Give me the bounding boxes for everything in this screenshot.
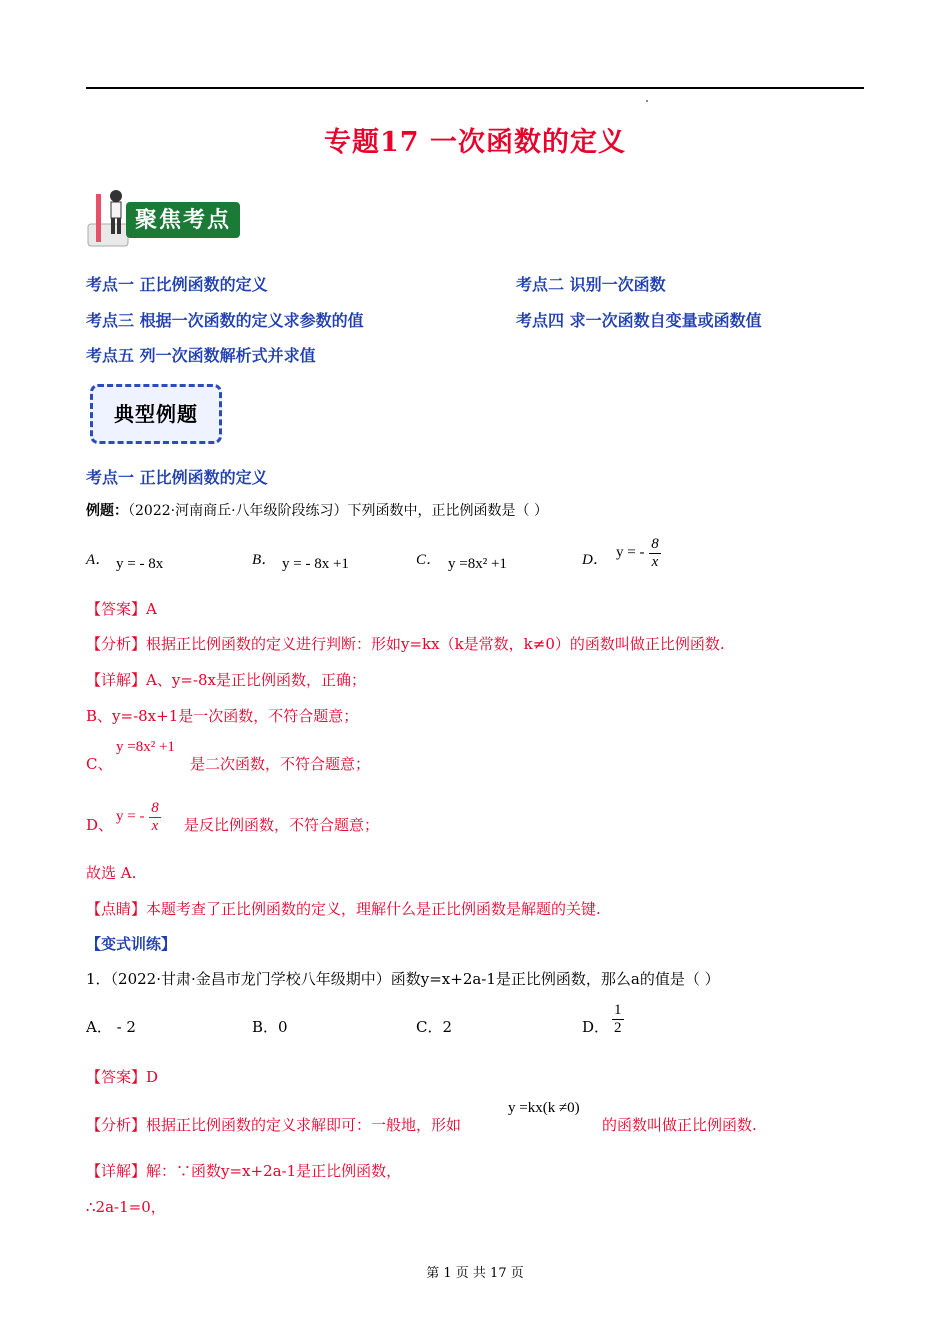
option-c-expr: y =8x² +1 [448, 556, 507, 572]
option-b-expr: y = - 8x +1 [282, 556, 349, 572]
variant-option-a: A． - 2 [86, 1018, 136, 1036]
comment: 【点睛】本题考查了正比例函数的定义，理解什么是正比例函数是解题的关键. [86, 900, 601, 918]
header-rule [86, 87, 864, 89]
variant-option-b: B．0 [252, 1018, 288, 1036]
page-footer: 第 1 页 共 17 页 [426, 1266, 524, 1281]
point-2: 考点二 识别一次函数 [516, 275, 666, 294]
choose-answer: 故选 A. [86, 864, 137, 882]
variant-analysis-prefix: 【分析】根据正比例函数的定义求解即可：一般地，形如 [86, 1116, 462, 1134]
detail-d-prefix: D、 [86, 816, 114, 834]
page-title: 专题17 一次函数的定义 [324, 127, 626, 158]
variant-option-d-frac: $\frac{1}{2}$ [614, 1002, 622, 1036]
variant-answer: 【答案】D [86, 1068, 159, 1086]
point-3: 考点三 根据一次函数的定义求参数的值 [86, 311, 364, 330]
variant-analysis-expr: y =kx(k ≠0) [508, 1100, 580, 1116]
answer: 【答案】A [86, 600, 157, 618]
option-c: C． [416, 552, 442, 568]
variant-option-d: D． [582, 1018, 610, 1036]
detail-d-text: 是反比例函数，不符合题意； [184, 816, 380, 834]
analysis: 【分析】根据正比例函数的定义进行判断：形如y=kx（k是常数，k≠0）的函数叫做正比例函数. [86, 635, 725, 653]
variant-question-1: 1．（2022·甘肃·金昌市龙门学校八年级期中）函数y=x+2a-1是正比例函数，那么a的值是（ ） [86, 970, 720, 988]
detail-a: 【详解】A、y=-8x是正比例函数，正确； [86, 671, 366, 689]
point-5: 考点五 列一次函数解析式并求值 [86, 346, 316, 365]
example-question [86, 500, 548, 520]
variant-detail-2: ∴2a-1=0， [86, 1198, 166, 1216]
option-d-expr: y = - $\frac{8}{x}$ [616, 536, 659, 570]
option-a-expr: y = - 8x [116, 556, 164, 572]
variant-option-c: C．2 [416, 1018, 453, 1036]
variant-detail-1: 【详解】解：∵函数y=x+2a-1是正比例函数， [86, 1162, 402, 1180]
section-heading: 考点一 正比例函数的定义 [86, 468, 268, 487]
detail-c-text: 是二次函数，不符合题意； [190, 755, 371, 773]
point-4: 考点四 求一次函数自变量或函数值 [516, 311, 762, 330]
detail-c-prefix: C、 [86, 755, 113, 773]
detail-c-expr: y =8x² +1 [116, 739, 175, 755]
point-1: 考点一 正比例函数的定义 [86, 275, 268, 294]
variant-heading: 【变式训练】 [86, 935, 177, 953]
example-label: 例题： [86, 503, 128, 519]
example-text: （2022·河南商丘·八年级阶段练习）下列函数中，正比例函数是（ ） [128, 503, 548, 519]
variant-analysis-suffix: 的函数叫做正比例函数. [602, 1116, 757, 1134]
examples-badge: 典型例题 [90, 384, 222, 444]
dot-mark [646, 100, 648, 102]
detail-d-expr: y = - $\frac{8}{x}$ [116, 800, 159, 834]
focus-badge [86, 186, 242, 250]
option-b: B． [252, 552, 277, 568]
option-a: A． [86, 552, 111, 568]
detail-b: B、y=-8x+1是一次函数，不符合题意； [86, 707, 359, 725]
option-d: D． [582, 552, 608, 568]
focus-badge-label: 聚焦考点 [126, 202, 240, 238]
